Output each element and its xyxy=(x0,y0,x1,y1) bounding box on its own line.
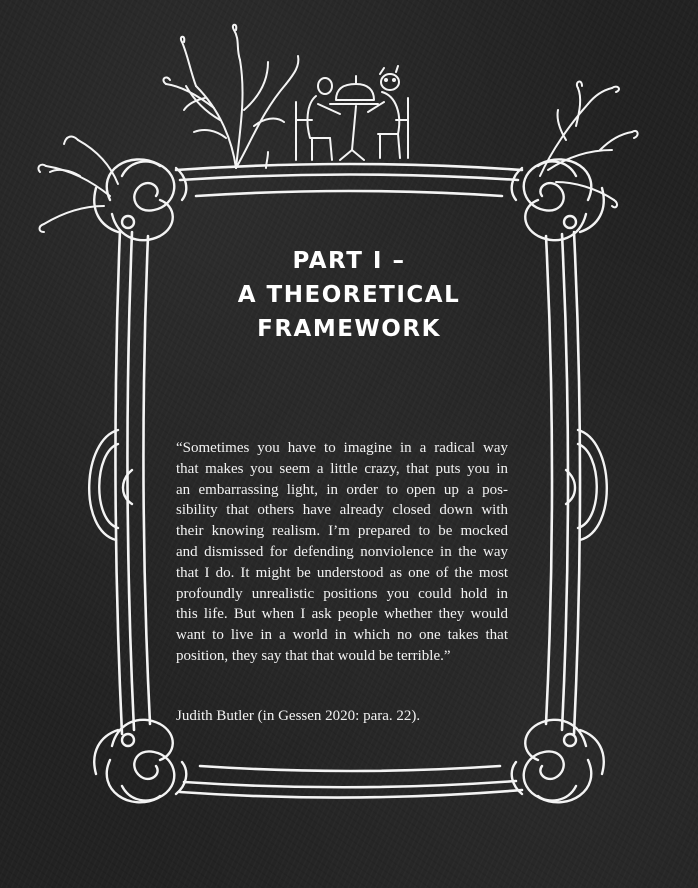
quote-line: that makes you seem a little crazy, that puts you in xyxy=(176,460,508,477)
plant-branches-top-right xyxy=(540,82,638,208)
quote-line: that I do. It might be understood as one of the most xyxy=(176,564,508,581)
quote-line: an embarrassing light, in order to open up a pos- xyxy=(176,481,508,498)
corner-scroll-bottom-right xyxy=(512,720,604,803)
quote-line: and dismissed for defending nonviolence in the way xyxy=(176,543,508,560)
part-heading-line-3: FRAMEWORK xyxy=(257,316,441,342)
plant-branches-top-left xyxy=(163,25,298,168)
epigraph-quote xyxy=(176,438,508,667)
part-heading-line-2: A THEORETICAL xyxy=(237,282,461,308)
quote-line: want to live in a world in which no one takes that xyxy=(176,627,508,644)
figures-at-table-illustration xyxy=(296,66,408,160)
corner-scroll-top-right xyxy=(512,159,604,240)
side-loop-left xyxy=(89,430,132,540)
side-loop-right xyxy=(566,430,607,540)
part-heading-line-1: PART I – xyxy=(292,248,406,274)
quote-line: “Sometimes you have to imagine in a radical way xyxy=(176,440,508,456)
quote-line: position, they say that that would be terrible.” xyxy=(176,647,451,664)
corner-scroll-bottom-left xyxy=(94,720,186,803)
quote-line: their knowing realism. I’m prepared to be mocked xyxy=(176,523,508,540)
quote-attribution: Judith Butler (in Gessen 2020: para. 22). xyxy=(176,708,421,724)
quote-line: profoundly unrealistic positions you could hold in xyxy=(176,585,508,602)
quote-line: sibility that others have already closed down with xyxy=(176,502,508,519)
corner-scroll-top-left xyxy=(94,159,186,240)
quote-line: this life. But when I ask people whether they would xyxy=(176,606,508,623)
